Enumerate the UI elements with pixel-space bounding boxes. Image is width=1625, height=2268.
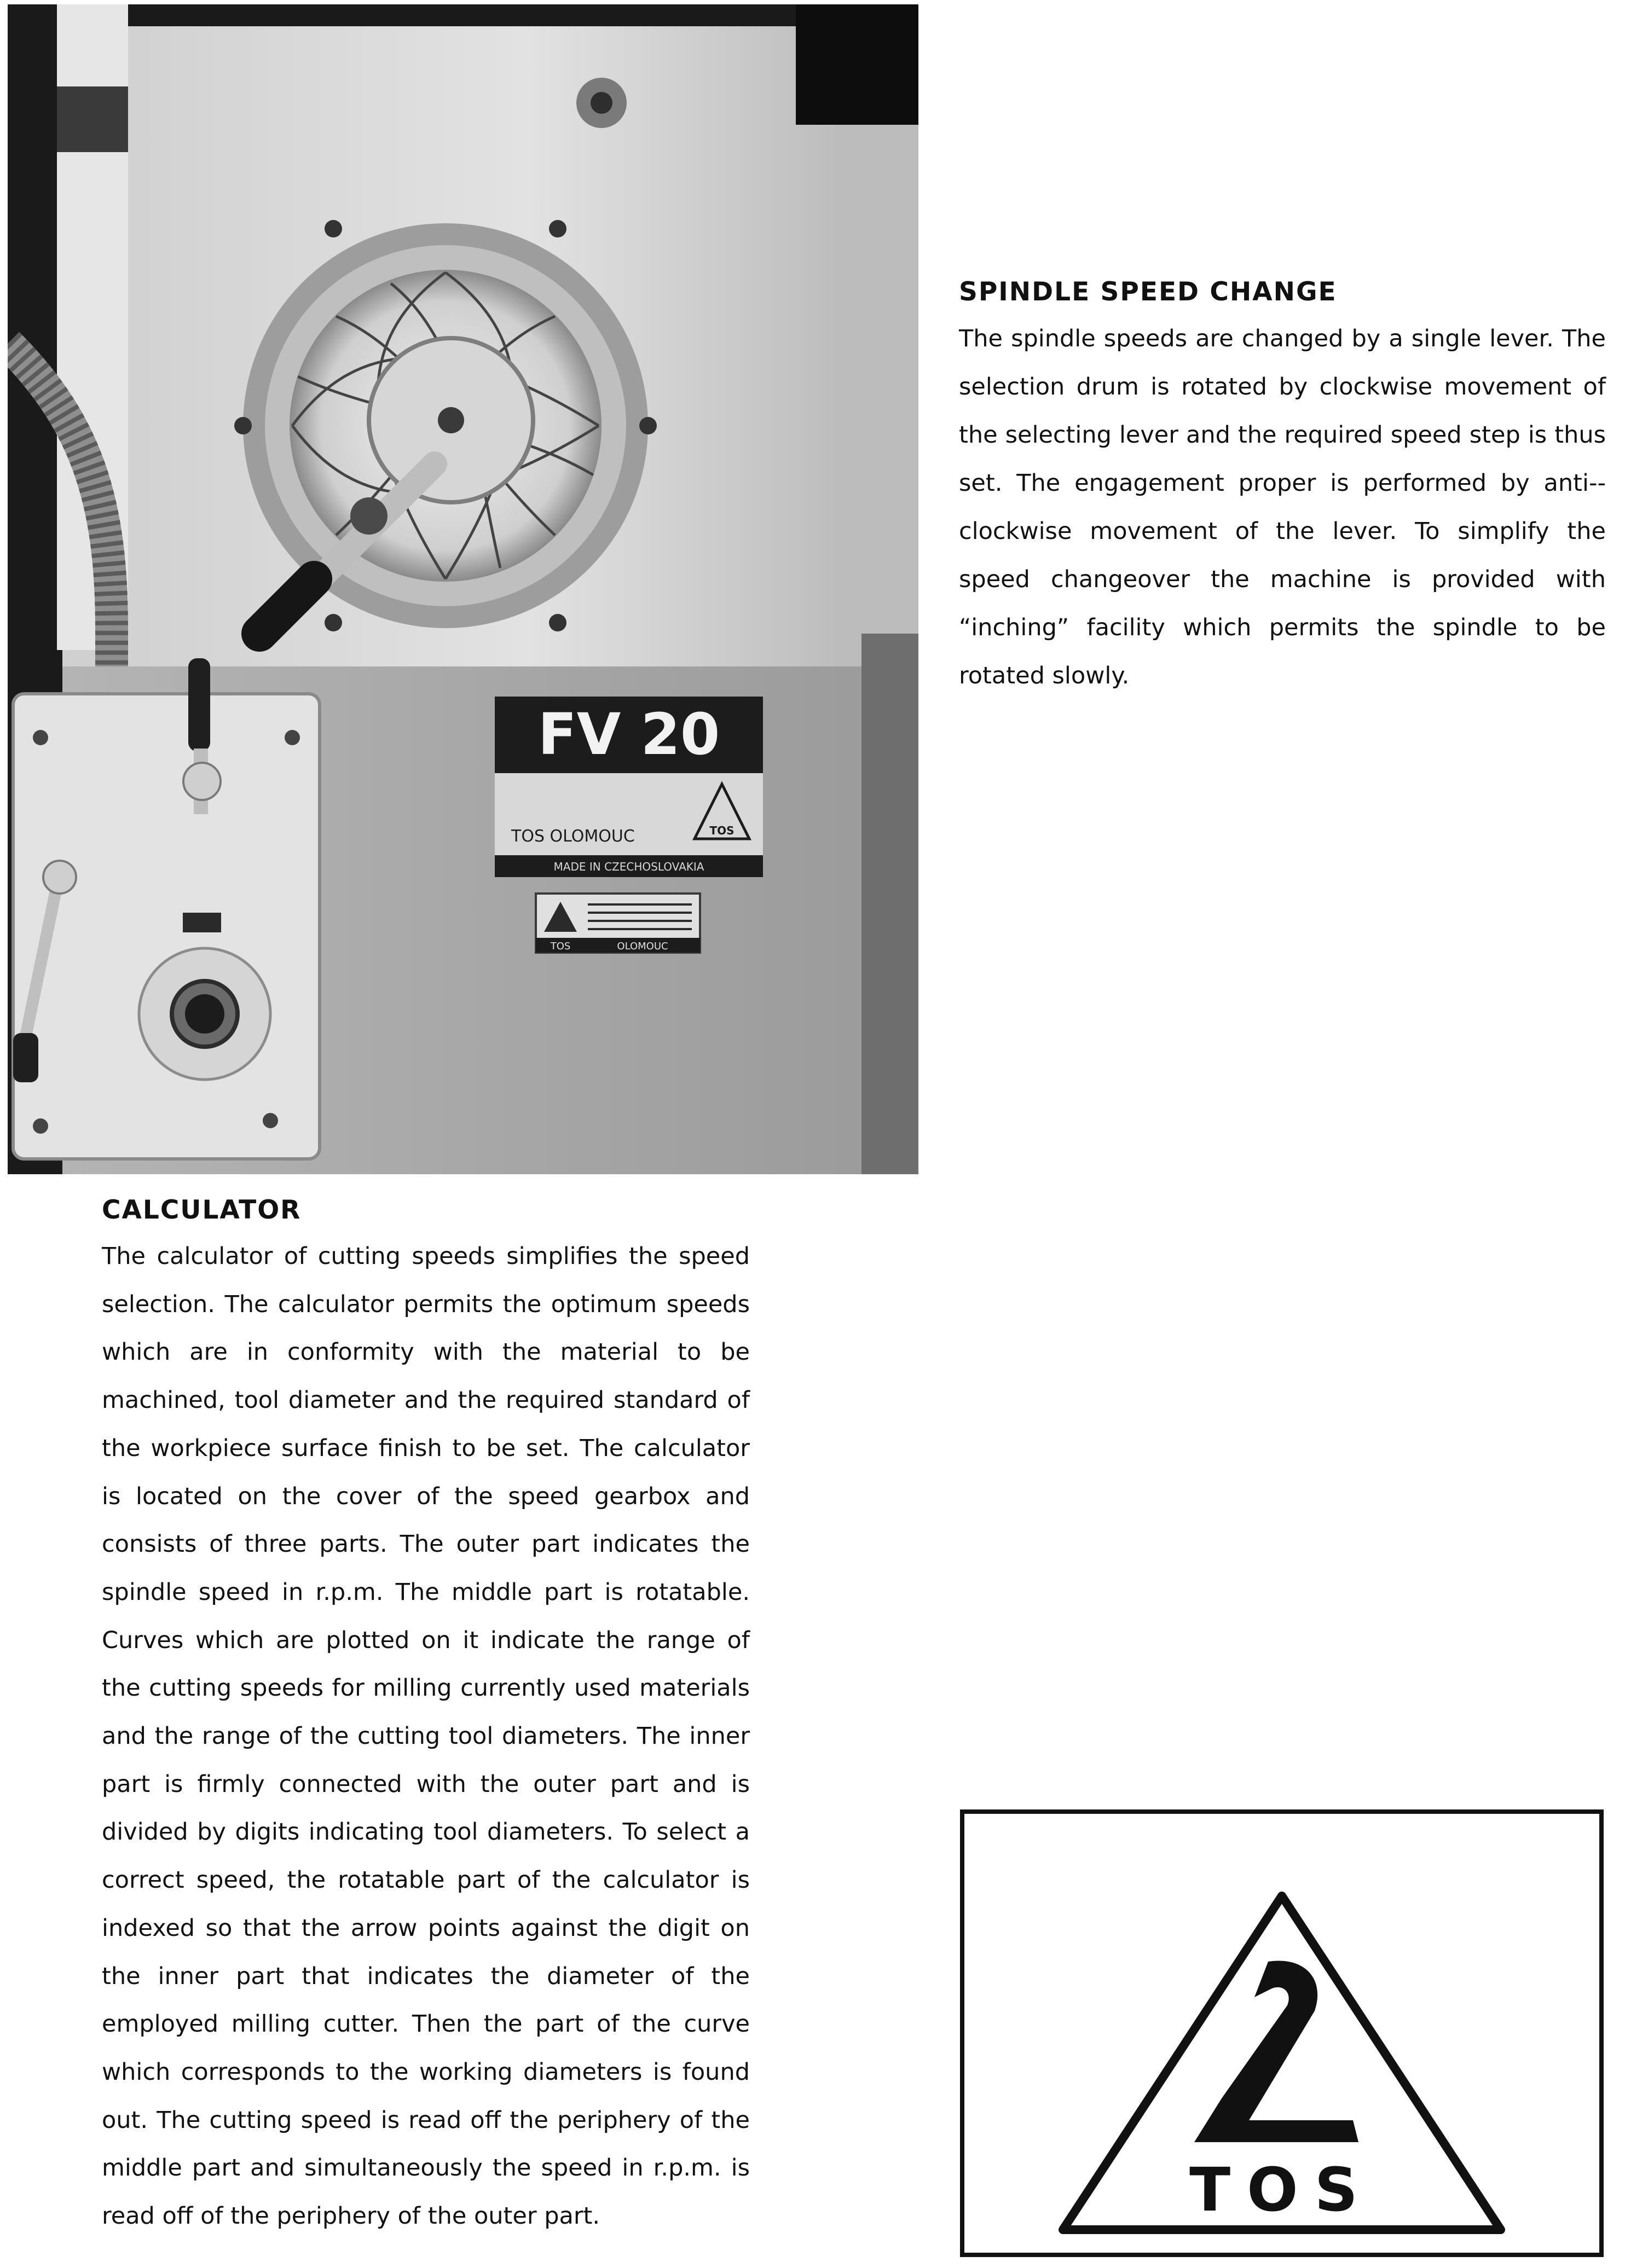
nameplate-maker: TOS OLOMOUC (511, 827, 635, 846)
top-shadow (796, 4, 918, 125)
small-plate-left-text: TOS (550, 941, 571, 952)
tos-logo-box (960, 1809, 1604, 2257)
nameplate-model: FV 20 (537, 701, 720, 768)
tos-logo (964, 1814, 1599, 2253)
nameplate-logo-text: TOS (709, 824, 735, 837)
control-box (13, 658, 320, 1159)
machine-photo-illustration (8, 4, 918, 1174)
small-plate (536, 894, 700, 953)
machine-photo (8, 4, 918, 1174)
column-band (57, 86, 128, 152)
housing-side (834, 114, 918, 666)
spindle-speed-change-body: The spindle speeds are changed by a single lever. The selection drum is rotated by clockwise movement of the selecting lever and the required speed step is thus set. The engagement proper is performed by anti--clockwise movement of the lever. To simplify the speed changeover the machine is provided with “inching” facility which permits the spindle to be rotated slowly. (959, 325, 1606, 689)
spindle-speed-change-section (959, 279, 1606, 700)
calculator-title: CALCULATOR (102, 1195, 302, 1225)
top-knob-center (591, 92, 612, 114)
calculator-section (102, 1197, 750, 2241)
lower-side-shadow (861, 634, 918, 1174)
small-plate-right-text: OLOMOUC (617, 941, 668, 952)
model-nameplate (495, 697, 763, 877)
nameplate-origin: MADE IN CZECHOSLOVAKIA (553, 860, 704, 873)
spindle-speed-change-title: SPINDLE SPEED CHANGE (959, 277, 1337, 307)
calculator-body: The calculator of cutting speeds simplifies the speed selection. The calculator permits the optimum speeds which are in conformity with the material to be machined, tool diameter and the required standard of the workpiece surface finish to be set. The calculator is located on the cover of the speed gearbox and consists of three parts. The outer part indicates the spindle speed in r.p.m. The middle part is rotatable. Curves which are plotted on it indicate the range of the cutting speeds for milling currently used materials and the range of the cutting tool diameters. The inner part is firmly connected with the outer part and is divided by digits indicating tool diameters. To select a correct speed, the rotatable part of the calculator is indexed so that the arrow points against the digit on the inner part that indicates the diameter of the employed milling cutter. Then the part of the curve which corresponds to the working diameters is found out. The cutting speed is read off the periphery of the middle part and simultaneously the speed in r.p.m. is read off of the periphery of the outer part. (102, 1243, 750, 2230)
tos-logo-text: TOS (1189, 2155, 1374, 2225)
